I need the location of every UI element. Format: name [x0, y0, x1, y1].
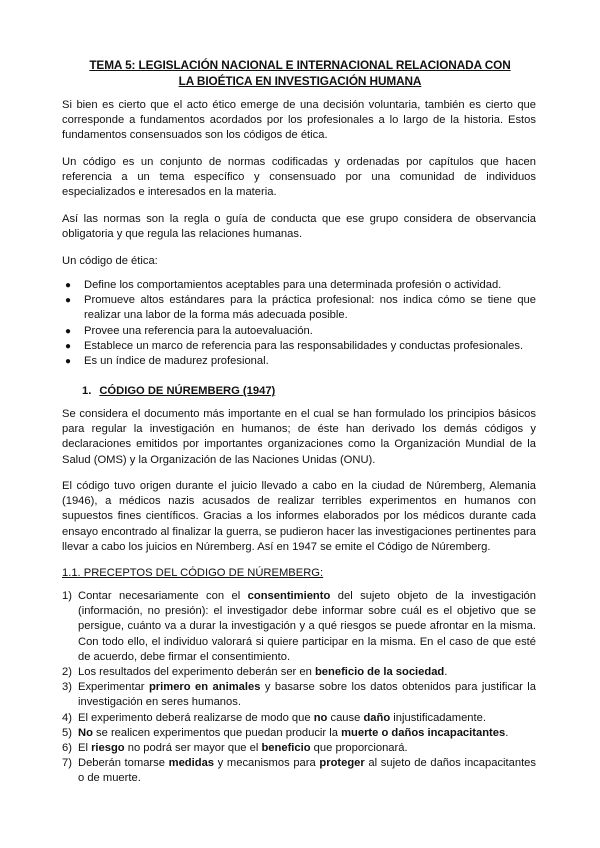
list-item: 3) Experimentar primero en animales y basarse sobre los datos obtenidos para justificar la investigación en seres humanos. [62, 681, 537, 709]
list-item: 2) Los resultados del experimento deberán ser en beneficio de la sociedad. [62, 666, 448, 679]
list-item: ● Promueve altos estándares para la práctica profesional: nos indica cómo se tiene que realizar una labor de la forma más adecuada posible. [65, 294, 536, 322]
list-item: 7) Deberán tomarse medidas y mecanismos para proteger al sujeto de daños incapacitantes o de muerte. [62, 757, 536, 785]
section-paragraph-2: El código tuvo origen durante el juicio llevado a cabo en la ciudad de Núremberg, Alemania (1946), a médicos nazis acusados de realizar terribles experimentos en humanos con supuestos fines científicos. Gracias a los informes elaborados por los médicos durante cada ensayo encontrado al finalizar la guerra, se pudieron hacer las investigaciones pertinentes para llevar a cabo los juicios en Núremberg. Así en 1947 se emite el Código de Núremberg. [62, 480, 536, 553]
list-item: 6) El riesgo no podrá ser mayor que el beneficio que proporcionará. [62, 742, 408, 755]
section-heading-nuremberg [82, 384, 275, 399]
bullet-icon: ● [65, 340, 72, 352]
bullet-icon: ● [65, 295, 72, 307]
bullet-icon: ● [65, 356, 72, 368]
section-paragraph-1: Se considera el documento más importante en el cual se han formulado los principios básicos para regular la investigación en humanos; de éste han derivado los demás códigos y declaraciones emitidos por importantes organizaciones como la Organización Mundial de la Salud (OMS) y la Organización de las Naciones Unidas (ONU). [62, 408, 536, 466]
list-item: ● Define los comportamientos aceptables para una determinada profesión o actividad. [62, 278, 536, 293]
intro-paragraph-4: Un código de ética: [62, 255, 158, 267]
title-line-1: TEMA 5: LEGISLACIÓN NACIONAL E INTERNACIONAL RELACIONADA CON [89, 58, 511, 72]
page-title [62, 57, 538, 89]
list-item: ● Establece un marco de referencia para las responsabilidades y conductas profesionales. [62, 339, 536, 354]
list-item: ● Es un índice de madurez profesional. [62, 354, 536, 369]
precepts-list [62, 589, 536, 787]
title-line-2: LA BIOÉTICA EN INVESTIGACIÓN HUMANA [178, 74, 422, 88]
section-number: 1. [82, 385, 92, 397]
ethics-code-bullet-list [62, 278, 536, 369]
bullet-icon: ● [65, 280, 72, 291]
intro-paragraph-2: Un código es un conjunto de normas codificadas y ordenadas por capítulos que hacen referencia a un tema específico y consensuado por una comunidad de individuos especializados e interesados en la materia. [62, 156, 536, 199]
list-item: ● Provee una referencia para la autoevaluación. [62, 324, 536, 339]
list-item: 4) El experimento deberá realizarse de modo que no cause daño injustificadamente. [62, 711, 486, 724]
bullet-icon: ● [65, 325, 72, 337]
section-title: CÓDIGO DE NÚREMBERG (1947) [99, 385, 276, 397]
subsection-heading: 1.1. PRECEPTOS DEL CÓDIGO DE NÚREMBERG: [62, 567, 324, 579]
intro-paragraph-3: Así las normas son la regla o guía de conducta que ese grupo considera de observancia obligatoria y que regula las relaciones humanas. [62, 213, 536, 241]
intro-paragraph-1: Si bien es cierto que el acto ético emerge de una decisión voluntaria, también es cierto que corresponde a fundamentos acordados por los profesionales a lo largo de la historia. Estos fundamentos consensuados son los códigos de ética. [62, 99, 536, 142]
list-item: 5) No se realicen experimentos que puedan producir la muerte o daños incapacitantes. [62, 726, 509, 739]
list-item: 1) Contar necesariamente con el consentimiento del sujeto objeto de la investigación (información, no presión): el investigador debe informar sobre cuál es el objetivo que se persigue, cuánto va a durar la investigación y a qué riesgos se puede afrontar en la misma. Con todo ello, el individuo valorará si quiere participar en la misma. En el caso de que esté de acuerdo, debe firmar el consentimiento. [62, 590, 537, 663]
